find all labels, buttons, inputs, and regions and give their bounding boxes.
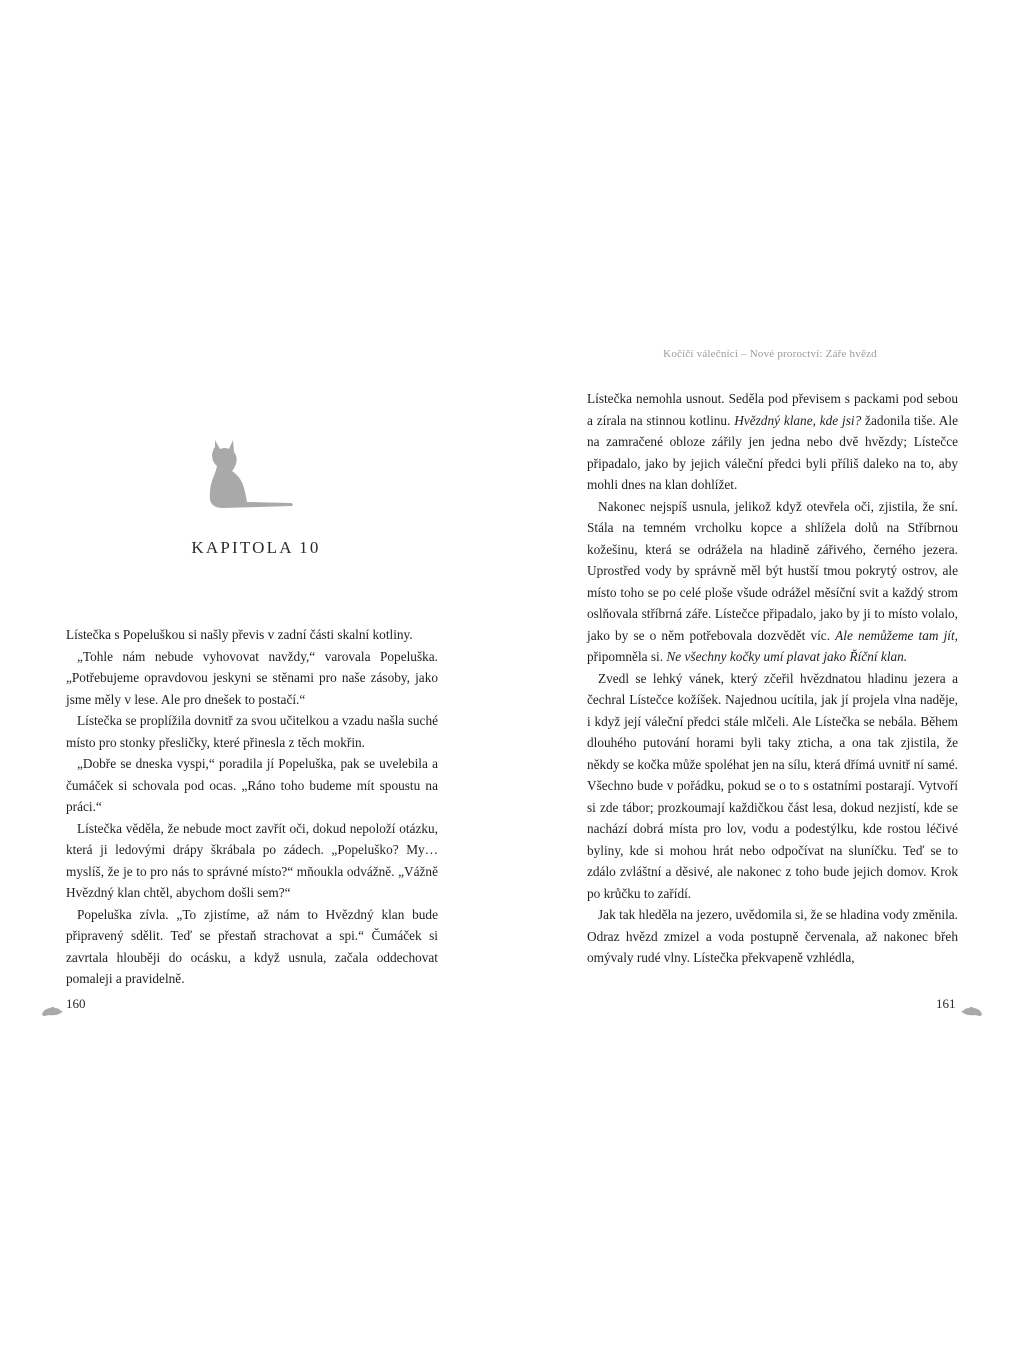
sitting-cat-icon — [203, 438, 295, 510]
paragraph: Popeluška zívla. „To zjistíme, až nám to Hvězdný klan bude připravený sdělit. Teď se přestaň strachovat a spi.“ Čumáček si zavrtala hlouběji do ocásku, a když usnula, začala oddechovat pomaleji a pravidelně. — [66, 906, 438, 986]
right-page-text — [587, 388, 958, 969]
left-page-text — [66, 624, 438, 990]
paragraph: Zvedl se lehký vánek, který zčeřil hvězdnatou hladinu jezera a čechral Lístečce kožíšek. Najednou ucítila, jak jí projela vlna naděje, i když její váleční předci stále mlčeli. Ale Lístečka se nebála. Během dlouhého putování horami byli taky zticha, a ona tak zjistila, že někdy se kočka může spoléhat jen na sílu, která dřímá uvnitř ní samé. Všechno bude v pořádku, pokud se o to s ostatními postarají. Vytvoří si zde tábor; prozkoumají každičkou část lesa, dokud nezjistí, kde se nachází dobrá místa pro lov, vodu a podestýlku, kde rostou léčivé byliny, kde si mohou hrát nebo odpočívat na sluníčku. Teď se to zdálo zvláštní a děsivé, ale nakonec z toho bude jejich domov. Krok po krůčku to zařídí. — [587, 670, 958, 901]
paragraph: Lístečka věděla, že nebude moct zavřít oči, dokud nepoloží otázku, která ji ledovými drápy škrábala po zádech. „Popeluško? My… myslíš, že je to pro nás to správné místo?“ mňoukla odvážně. „Vážně Hvězdný klan chtěl, abychom došli sem?“ — [66, 820, 438, 900]
page-number: 161 — [936, 996, 956, 1011]
paragraph: Lístečka nemohla usnout. Seděla pod převisem s packami pod sebou a zírala na stinnou kotlinu. Hvězdný klane, kde jsi? žadonila tiše. Ale na zamračené obloze zářily jen jedna nebo dvě hvězdy; Lístečce připadalo, jako by jejich váleční předci byli příliš daleko na to, aby mohli dnes na klan dohlížet. — [587, 391, 958, 492]
paragraph: Nakonec nejspíš usnula, jelikož když otevřela oči, zjistila, že sní. Stála na temném vrcholku kopce a shlížela dolů na Stříbrnou kožešinu, která se odrážela na hladině zářivého, černého jezera. Uprostřed vody by správně měl být hustší tmou pokrytý ostrov, ale místo toho se po celé ploše všude odrážel měsíční svit a každý strom oslňovala stříbrná záře. Lístečce připadalo, jako by ji to místo volalo, jako by se o něm potřebovala dozvědět víc. Ale nemůžeme tam jít, připomněla si. Ne všechny kočky umí plavat jako Říční klan. — [587, 498, 958, 664]
chapter-title: KAPITOLA 10 — [191, 538, 321, 557]
paragraph: Lístečka s Popeluškou si našly převis v zadní části skalní kotliny. — [66, 627, 413, 642]
paragraph: „Tohle nám nebude vyhovovat navždy,“ varovala Popeluška. „Potřebujeme opravdovou jeskyni se stěnami pro naše zásoby, jako jsme měly v lese. Ale pro dnešek to postačí.“ — [66, 648, 438, 707]
paragraph: „Dobře se dneska vyspi,“ poradila jí Popeluška, pak se uvelebila a čumáček si schovala pod ocas. „Ráno toho budeme mít spoustu na práci.“ — [66, 756, 438, 814]
paragraph: Jak tak hleděla na jezero, uvědomila si, že se hladina vody změnila. Odraz hvězd zmizel a voda postupně červenala, až nakonec břeh omývaly rudé vlny. Lístečka překvapeně vzhlédla, — [587, 907, 958, 965]
mouse-icon — [40, 1005, 64, 1017]
running-header: Kočičí válečníci – Nové proroctví: Záře hvězd — [663, 348, 877, 360]
page-number: 160 — [66, 996, 86, 1011]
paragraph: Lístečka se proplížila dovnitř za svou učitelkou a vzadu našla suché místo pro stonky přesličky, které přinesla z těch mokřin. — [66, 713, 438, 750]
mouse-icon — [960, 1005, 984, 1017]
